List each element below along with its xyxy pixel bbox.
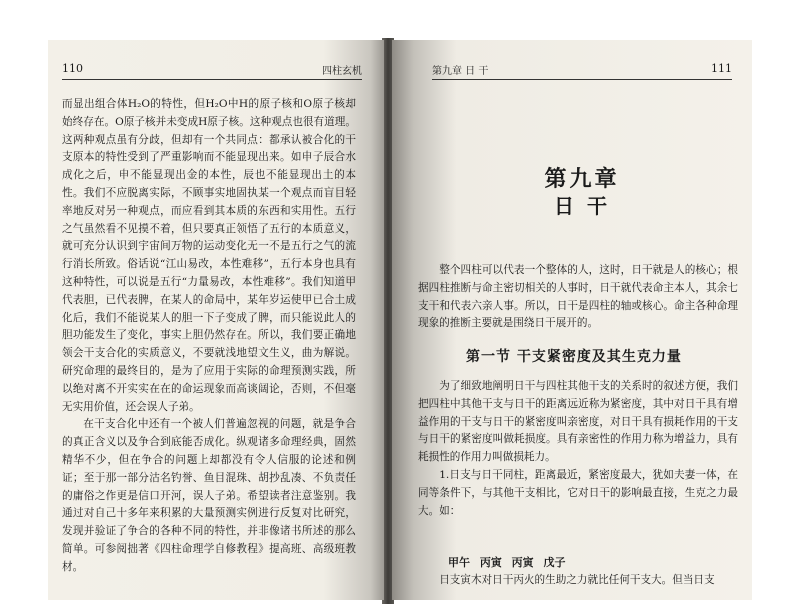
- left-page-number: 110: [62, 62, 83, 75]
- left-page-body: [62, 96, 356, 577]
- body-paragraph: 在干支合化中还有一个被人们普遍忽视的问题，就是争合的真正含义以及争合到底能否成化。纵观诸多命理经典，固然精华不少，但在争合的问题上却都没有令人信服的论述和例证；至于那一部分沽名钓誉、鱼目混珠、胡抄乱凑、不负责任的庸俗之作更是信口开河，误人子弟。希望读者注意鉴别。我通过对自己十多年来积累的大量预测实例进行反复对比研究，发现并验证了争合的各种不同的特性，并非像诸书所述的那么简单。可参阅拙著《四柱命理学自修教程》提高班、高级班教材。: [62, 418, 356, 573]
- example-pillars: 甲午 丙寅 丙寅 戊子: [448, 556, 566, 569]
- item-paragraph: 1.日支与日干同柱，距离最近，紧密度最大，犹如夫妻一体，在同等条件下，与其他干支相比，它对日干的影响最直接，生克之力最大。如：: [418, 468, 738, 517]
- right-page-header: [432, 62, 732, 80]
- chapter-intro: [418, 262, 738, 333]
- item-continuation: [418, 572, 738, 590]
- right-running-title: 第九章 日 干: [432, 66, 489, 77]
- chapter-title: 第九章: [544, 166, 620, 192]
- left-page-header: [62, 62, 362, 80]
- intro-paragraph: 整个四柱可以代表一个整体的人，这时，日干就是人的核心；根据四柱推断与命主密切相关的人事时，日干就代表命主本人，其余七支干和代表六亲人事。所以，日干是四柱的轴或核心。命主各种命理现象的推断主要就是围绕日干展开的。: [418, 264, 738, 330]
- section-paragraph: 为了细致地阐明日干与四柱其他干支的关系时的叙述方便，我们把四柱中其他干支与日干的距离远近称为紧密度，其中对日干具有增益作用的干支与日干的紧密度叫亲密度，对日干具有损耗作用的干支与日干的紧密度叫做耗损度。具有亲密性的作用力称为增益力，具有耗损性的作用力叫做损耗力。: [418, 380, 738, 464]
- continuation-paragraph: 日支寅木对日干丙火的生助之力就比任何干支大。但当日支: [439, 574, 715, 586]
- left-running-title: 四柱玄机: [322, 66, 362, 77]
- section-body: [418, 378, 738, 520]
- right-page: [392, 40, 752, 600]
- left-page: [48, 40, 384, 600]
- section-title: 第一节 干支紧密度及其生克力量: [466, 349, 682, 365]
- chapter-subtitle: 日 干: [554, 194, 610, 218]
- right-page-number: 111: [711, 62, 732, 75]
- body-paragraph: 而显出组合体H₂O的特性，但H₂O中H的原子核和O原子核却始终存在。O原子核并未变成H原子核。这种观点也很有道理。这两种观点虽有分歧，但却有一个共同点：都承认被合化的干支原本的特性受到了严重影响而不能显现出来。如申子辰合水成化之后，申不能显现出金的本性，辰也不能显现出土的本性。我们不应脱离实际，不顾事实地固执某一个观点而盲目轻率地反对另一种观点，而应看到其本质的东西和实用性。五行之气虽然看不见摸不着，但只要真正领悟了五行的本质意义，就可充分认识到宇宙间万物的运动变化无一不是五行之气的流行消长所致。俗话说“江山易改，本性难移”，五行本身也具有这种特性，可以说是五行“力量易改，本性难移”。我们知道甲代表胆，已代表脾，在某人的命局中，某年岁运使甲已合土成化后，我们不能说某人的胆一下子变成了脾，而只能说此人的胆功能发生了变化，事实上胆仍然存在。所以，我们要正确地领会干支合化的实质意义，不要就浅地望文生义，曲为解说。研究命理的最终目的，是为了应用于实际的命理预测实践，所以绝对离不开实实在在的命运现象而高谈阔论，否则，不但毫无实用价值，还会误人子弟。: [62, 98, 356, 413]
